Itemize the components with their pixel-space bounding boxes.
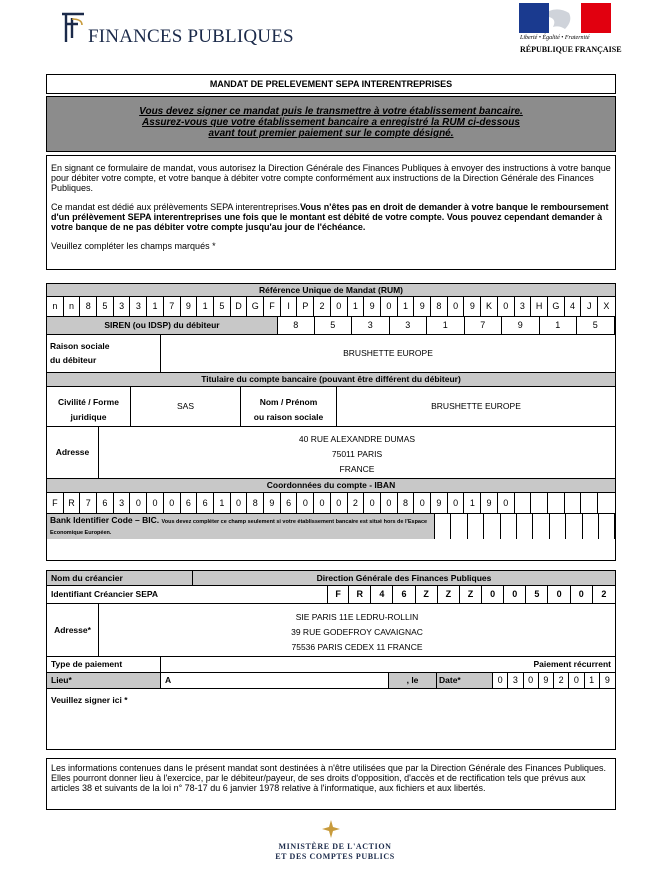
date-char-1[interactable]: 3	[508, 673, 523, 688]
rum-char-18: 1	[348, 297, 365, 316]
intro-paragraph-1: En signant ce formulaire de mandat, vous autorisez la Direction Générale des Finances Publiques à envoyer des instructions à votre banque pour débiter votre compte, et votre banque à débiter votre compte conformément aux instructions de la Direction Générale des Finances Publiques.	[51, 163, 611, 193]
rum-char-33: X	[603, 301, 610, 311]
nom-label-line-2: ou raison sociale	[253, 412, 324, 422]
rum-char-4: 3	[114, 297, 131, 316]
raison-value[interactable]: BRUSHETTE EUROPE	[343, 348, 433, 358]
rum-char-32: J	[581, 297, 598, 316]
siren-digit-3: 3	[390, 317, 428, 334]
ics-label: Identifiant Créancier SEPA	[51, 589, 159, 599]
ics-char-8: 0	[504, 586, 526, 603]
creditor-section	[46, 570, 616, 750]
warning-text	[46, 106, 616, 139]
rum-char-2: 8	[80, 297, 97, 316]
date-char-7[interactable]: 9	[600, 673, 615, 688]
iban-char-30	[548, 493, 565, 513]
bic-label: Bank Identifier Code – BIC.	[50, 515, 160, 525]
iban-char-26: 9	[481, 493, 498, 513]
iban-char-32	[581, 493, 598, 513]
lieu-value[interactable]: A	[161, 673, 389, 688]
rum-char-22: 9	[414, 297, 431, 316]
siren-digit-7: 1	[540, 317, 578, 334]
ics-char-4: Z	[416, 586, 438, 603]
siren-digit-6: 9	[502, 317, 540, 334]
iban-char-24: 0	[448, 493, 465, 513]
siren-digit-1: 5	[315, 317, 353, 334]
type-paiement-label: Type de paiement	[47, 657, 161, 672]
form-title: MANDAT DE PRELEVEMENT SEPA INTERENTREPRISES	[46, 74, 616, 94]
creancier-adresse-line-3: 75536 PARIS CEDEX 11 FRANCE	[291, 642, 423, 652]
lieu-date-row	[47, 673, 615, 689]
ics-char-0: F	[327, 586, 349, 603]
rum-char-13: F	[264, 297, 281, 316]
lieu-label: Lieu*	[47, 673, 161, 688]
iban-char-7: 0	[164, 493, 181, 513]
iban-char-5: 0	[131, 493, 148, 513]
sign-label: Veuillez signer ici *	[51, 695, 128, 705]
iban-char-11: 0	[231, 493, 248, 513]
bic-label-cell	[47, 514, 435, 539]
creancier-adresse-row	[47, 604, 615, 657]
rum-char-17: 0	[331, 297, 348, 316]
adresse-row	[47, 427, 615, 479]
iban-char-14: 6	[281, 493, 298, 513]
siren-digit-0: 8	[277, 317, 315, 334]
warning-line-3: avant tout premier paiement sur le compte désigné.	[208, 128, 454, 139]
intro-p2-bold: Vous n'êtes pas en droit de demander à votre banque le remboursement d'un prélèvement SEPA interentreprises une fois que le montant est débité de votre compte. Vous pouvez cependant demander à votre banque de ne pas débiter votre compte jusqu'au jour de l'échéance.	[51, 202, 609, 232]
rf-name: RÉPUBLIQUE FRANÇAISE	[520, 45, 622, 54]
iban-header: Coordonnées du compte - IBAN	[47, 479, 615, 493]
rum-char-10: 5	[214, 297, 231, 316]
siren-label: SIREN (ou IDSP) du débiteur	[104, 320, 220, 330]
bic-box-8[interactable]	[566, 514, 582, 539]
iban-char-23: 9	[431, 493, 448, 513]
adresse-line-2: 75011 PARIS	[331, 449, 383, 459]
raison-label-line-1: Raison sociale	[50, 341, 110, 351]
ministry-logo	[260, 842, 410, 862]
rum-char-16: 2	[314, 297, 331, 316]
org-title: FINANCES PUBLIQUES	[88, 26, 294, 47]
iban-char-20: 0	[381, 493, 398, 513]
bic-box-7[interactable]	[550, 514, 566, 539]
iban-char-2: 7	[80, 493, 97, 513]
rum-char-19: 9	[364, 297, 381, 316]
nom-value[interactable]: BRUSHETTE EUROPE	[431, 401, 521, 411]
rum-char-26: K	[481, 297, 498, 316]
rum-char-28: 3	[515, 297, 532, 316]
rum-field[interactable]	[47, 297, 615, 317]
date-char-2[interactable]: 0	[524, 673, 539, 688]
rum-header: Référence Unique de Mandat (RUM)	[47, 284, 615, 297]
adresse-line-1: 40 RUE ALEXANDRE DUMAS	[298, 434, 416, 444]
raison-row	[47, 335, 615, 373]
privacy-notice: Les informations contenues dans le présent mandat sont destinées à n'être utilisées que par la Direction Générale des Finances Publiques. Elles pourront donner lieu à l'exercice, par le débiteur/payeur, de ses droits d'opposition, d'accès et de rectification tels que prévus aux articles 38 et suivants de la loi n° 78-17 du 6 janvier 1978 relative à l'informatique, aux fichiers et aux libertés.	[46, 758, 616, 810]
warning-line-2: Assurez-vous que votre établissement bancaire a enregistré la RUM ci-dessous	[142, 117, 520, 128]
adresse-label: Adresse	[47, 427, 99, 478]
rum-char-7: 7	[164, 297, 181, 316]
date-char-5[interactable]: 0	[569, 673, 584, 688]
bic-row	[47, 514, 615, 539]
rum-char-12: G	[247, 297, 264, 316]
creancier-row	[47, 571, 615, 586]
ics-char-5: Z	[438, 586, 460, 603]
iban-char-22: 0	[414, 493, 431, 513]
iban-char-8: 6	[181, 493, 198, 513]
ics-char-1: R	[349, 586, 371, 603]
rum-char-31: 4	[565, 297, 582, 316]
rum-char-3: 5	[97, 297, 114, 316]
iban-char-13: 9	[264, 493, 281, 513]
bic-box-6[interactable]	[533, 514, 549, 539]
signature-area[interactable]	[47, 689, 615, 749]
intro-p2-start: Ce mandat est dédié aux prélèvements SEPA interentreprises.	[51, 202, 300, 212]
bic-box-10[interactable]	[599, 514, 615, 539]
rf-motto: Liberté • Égalité • Fraternité	[520, 35, 590, 41]
date-label: Date*	[437, 673, 493, 688]
raison-label-line-2: du débiteur	[50, 355, 97, 365]
creancier-adresse-value	[99, 604, 615, 656]
iban-char-0: F	[47, 493, 64, 513]
raison-label	[47, 335, 161, 372]
ministry-emblem-icon	[320, 818, 342, 840]
bic-box-4[interactable]	[501, 514, 517, 539]
rum-char-20: 0	[381, 297, 398, 316]
siren-digit-2: 3	[352, 317, 390, 334]
siren-digit-5: 7	[465, 317, 503, 334]
rum-char-0: n	[47, 297, 64, 316]
creancier-label: Nom du créancier	[47, 571, 193, 585]
titulaire-row	[47, 387, 615, 427]
iban-char-15: 0	[298, 493, 315, 513]
civilite-label-line-1: Civilité / Forme	[58, 397, 119, 407]
iban-char-27: 0	[498, 493, 515, 513]
adresse-line-3: FRANCE	[339, 464, 375, 474]
nom-label	[241, 387, 337, 426]
bic-box-2[interactable]	[468, 514, 484, 539]
rum-char-9: 1	[197, 297, 214, 316]
intro-paragraph-2	[51, 202, 611, 232]
iban-char-3: 6	[97, 493, 114, 513]
creancier-adresse-line-2: 39 RUE GODEFROY CAVAIGNAC	[291, 627, 423, 637]
date-char-0[interactable]: 0	[493, 673, 508, 688]
iban-char-16: 0	[314, 493, 331, 513]
rum-char-30: G	[548, 297, 565, 316]
rum-char-27: 0	[498, 297, 515, 316]
debtor-section	[46, 283, 616, 561]
creancier-value: Direction Générale des Finances Publiques	[316, 573, 492, 583]
bic-box-1[interactable]	[451, 514, 467, 539]
iban-char-10: 1	[214, 493, 231, 513]
date-char-4[interactable]: 2	[554, 673, 569, 688]
iban-char-4: 3	[114, 493, 131, 513]
marianne-logo-icon	[519, 3, 611, 33]
rum-char-25: 9	[465, 297, 482, 316]
iban-char-28	[515, 493, 532, 513]
ics-row	[47, 586, 615, 604]
nom-label-line-1: Nom / Prénom	[259, 397, 318, 407]
intro-paragraph-3: Veuillez compléter les champs marqués *	[51, 241, 216, 251]
civilite-value[interactable]: SAS	[131, 387, 241, 426]
rum-char-23: 8	[431, 297, 448, 316]
bic-box-3[interactable]	[484, 514, 500, 539]
ics-char-12: 2	[601, 589, 607, 599]
creancier-adresse-label: Adresse*	[47, 604, 99, 656]
type-paiement-value: Paiement récurrent	[533, 659, 611, 669]
rum-char-21: 1	[398, 297, 415, 316]
iban-char-1: R	[64, 493, 81, 513]
iban-char-9: 6	[197, 493, 214, 513]
ics-char-3: 6	[393, 586, 415, 603]
titulaire-header: Titulaire du compte bancaire (pouvant être différent du débiteur)	[47, 373, 615, 387]
rum-char-1: n	[64, 297, 81, 316]
rum-char-11: D	[231, 297, 248, 316]
iban-char-18: 2	[348, 493, 365, 513]
rum-char-14: I	[281, 297, 298, 316]
ics-char-2: 4	[371, 586, 393, 603]
date-char-3[interactable]: 9	[539, 673, 554, 688]
rum-char-29: H	[531, 297, 548, 316]
iban-char-6: 0	[147, 493, 164, 513]
siren-row	[47, 317, 615, 335]
creancier-adresse-line-1: SIE PARIS 11E LEDRU-ROLLIN	[295, 612, 419, 622]
iban-char-33	[598, 493, 615, 513]
rum-char-5: 3	[131, 297, 148, 316]
ministry-line-2: ET DES COMPTES PUBLICS	[275, 852, 395, 861]
type-paiement-row	[47, 657, 615, 673]
bic-box-5[interactable]	[517, 514, 533, 539]
ics-char-7: 0	[482, 586, 504, 603]
rum-char-24: 0	[448, 297, 465, 316]
iban-char-17: 0	[331, 493, 348, 513]
ministry-line-1: MINISTÈRE DE L'ACTION	[278, 842, 392, 851]
rum-char-15: P	[298, 297, 315, 316]
le-label: , le	[389, 673, 437, 688]
civilite-label	[47, 387, 131, 426]
iban-char-21: 8	[398, 493, 415, 513]
intro-section	[46, 155, 616, 270]
iban-char-31	[565, 493, 582, 513]
warning-line-1: Vous devez signer ce mandat puis le transmettre à votre établissement bancaire.	[139, 106, 523, 117]
ics-char-11: 0	[571, 586, 593, 603]
rum-char-8: 9	[181, 297, 198, 316]
finances-publiques-logo-icon	[58, 10, 88, 46]
iban-char-25: 1	[465, 493, 482, 513]
ics-char-9: 5	[526, 586, 548, 603]
iban-char-12: 8	[247, 493, 264, 513]
siren-digit-8: 5	[577, 317, 615, 334]
bic-box-9[interactable]	[583, 514, 599, 539]
ics-char-10: 0	[549, 586, 571, 603]
civilite-label-line-2: juridique	[70, 412, 107, 422]
iban-field[interactable]	[47, 493, 615, 514]
bic-box-0[interactable]	[435, 514, 451, 539]
siren-digit-4: 1	[427, 317, 465, 334]
rum-char-6: 1	[147, 297, 164, 316]
adresse-value[interactable]	[99, 427, 615, 478]
date-char-6[interactable]: 1	[585, 673, 600, 688]
bic-note: Vous devez compléter ce champ seulement si votre établissement bancaire est situé hors de l'Espace Economique Européen.	[50, 519, 428, 536]
ics-char-6: Z	[460, 586, 482, 603]
iban-char-19: 0	[364, 493, 381, 513]
iban-char-29	[531, 493, 548, 513]
